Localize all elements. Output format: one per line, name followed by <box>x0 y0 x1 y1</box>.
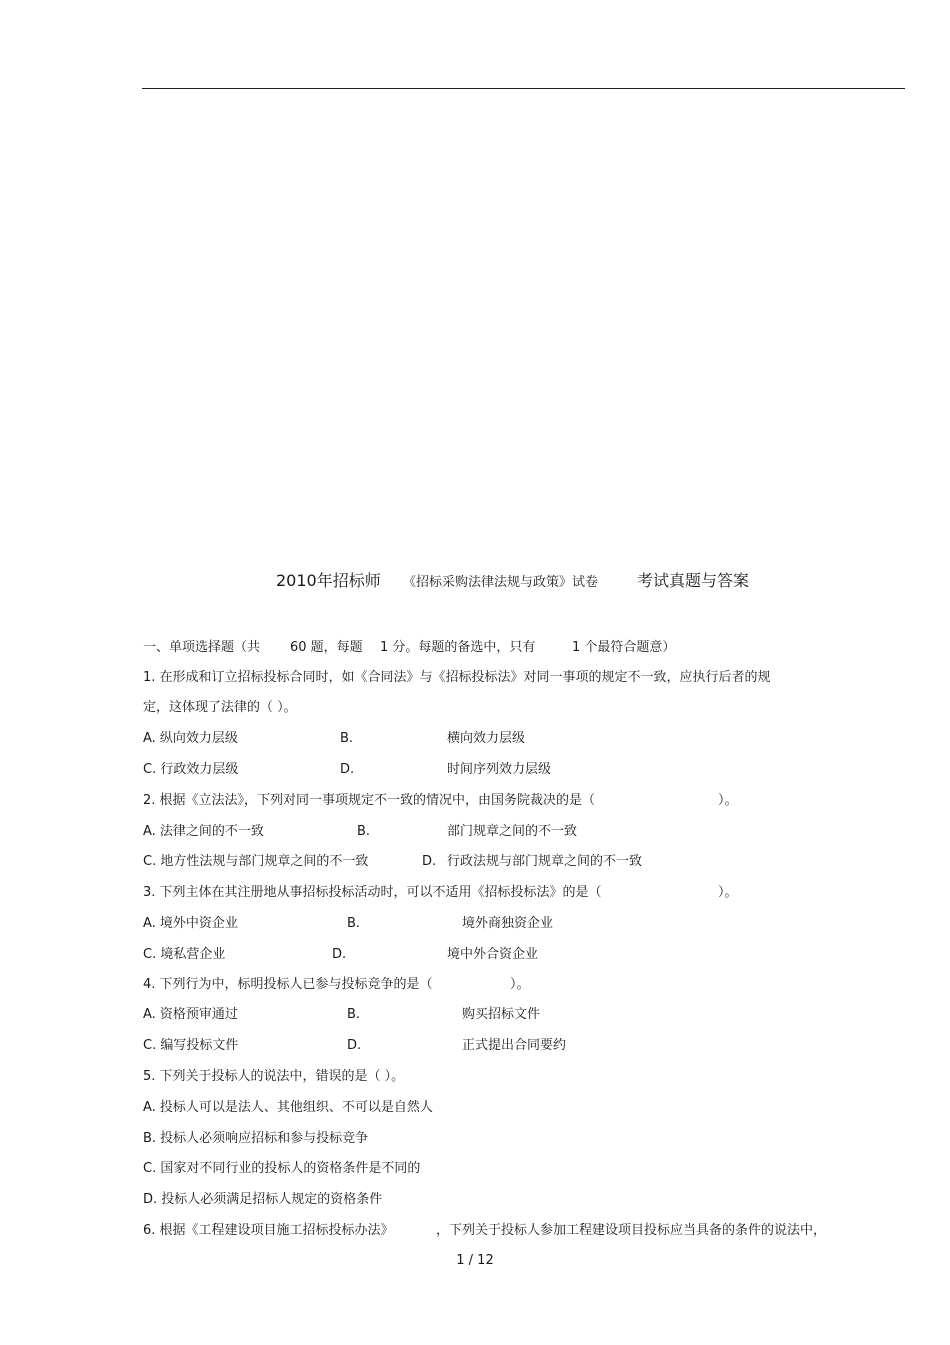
question-5-option-c: C. 国家对不同行业的投标人的资格条件是不同的 <box>143 1161 421 1176</box>
option-b-label: B. <box>347 916 361 931</box>
question-4-options-ab <box>0 1007 950 1023</box>
question-1-stem-cont: 定，这体现了法律的（ ）。 <box>143 700 297 715</box>
option-b: 部门规章之间的不一致 <box>447 824 578 839</box>
option-d: 行政法规与部门规章之间的不一致 <box>447 854 643 869</box>
option-b: 横向效力层级 <box>447 731 526 746</box>
question-4-stem-text: 4. 下列行为中，标明投标人已参与投标竞争的是（ <box>143 977 433 992</box>
option-d-label: D. <box>340 762 355 777</box>
option-c: C. 行政效力层级 <box>143 762 239 777</box>
title-year: 2010年招标师 <box>276 571 381 590</box>
question-4-stem <box>0 977 950 993</box>
option-a: A. 境外中资企业 <box>143 916 238 931</box>
option-b: 购买招标文件 <box>462 1007 541 1022</box>
question-6-stem <box>0 1223 950 1239</box>
question-3-stem-end: ）。 <box>718 885 738 900</box>
question-5-stem: 5. 下列关于投标人的说法中，错误的是（ ）。 <box>143 1069 405 1084</box>
section-heading-part: 1 个最符合题意） <box>572 640 676 655</box>
question-1-stem: 1. 在形成和订立招标投标合同时，如《合同法》与《招标投标法》对同一事项的规定不一致，应执行后者的规 <box>143 670 771 685</box>
question-2-options-cd <box>0 854 950 870</box>
question-3-stem-text: 3. 下列主体在其注册地从事招标投标活动时，可以不适用《招标投标法》的是（ <box>143 885 602 900</box>
question-5-option-b: B. 投标人必须响应招标和参与投标竞争 <box>143 1131 369 1146</box>
question-4-options-cd <box>0 1038 950 1054</box>
section-heading-part: 1 分。每题的备选中，只有 <box>380 640 536 655</box>
option-b-label: B. <box>340 731 354 746</box>
title-book: 《招标采购法律法规与政策》试卷 <box>403 575 599 590</box>
question-5-option-a: A. 投标人可以是法人、其他组织、不可以是自然人 <box>143 1100 433 1115</box>
option-a: A. 法律之间的不一致 <box>143 824 264 839</box>
option-d-label: D. <box>422 854 437 869</box>
page-number: 1 / 12 <box>456 1253 494 1268</box>
section-heading-part: 60 题，每题 <box>290 640 363 655</box>
question-2-stem-end: ）。 <box>718 793 738 808</box>
option-b-label: B. <box>347 1007 361 1022</box>
section-heading-part: 一、单项选择题（共 <box>143 640 261 655</box>
title-tail: 考试真题与答案 <box>637 571 750 590</box>
option-d: 时间序列效力层级 <box>447 762 552 777</box>
option-c: C. 地方性法规与部门规章之间的不一致 <box>143 854 369 869</box>
question-2-stem-text: 2. 根据《立法法》，下列对同一事项规定不一致的情况中，由国务院裁决的是（ <box>143 793 596 808</box>
option-d: 境中外合资企业 <box>447 947 539 962</box>
option-a: A. 纵向效力层级 <box>143 731 238 746</box>
question-1-options-cd <box>0 762 950 778</box>
option-d-label: D. <box>332 947 347 962</box>
option-b: 境外商独资企业 <box>462 916 554 931</box>
question-2-stem <box>0 793 950 809</box>
question-2-options-ab <box>0 824 950 840</box>
option-a: A. 资格预审通过 <box>143 1007 238 1022</box>
question-3-stem <box>0 885 950 901</box>
option-c: C. 编写投标文件 <box>143 1038 239 1053</box>
question-3-options-cd <box>0 947 950 963</box>
option-b-label: B. <box>357 824 371 839</box>
question-6-stem-a: 6. 根据《工程建设项目施工招标投标办法》 <box>143 1223 394 1238</box>
header-rule <box>142 88 905 89</box>
option-d: 正式提出合同要约 <box>462 1038 567 1053</box>
option-c: C. 境私营企业 <box>143 947 226 962</box>
question-1-options-ab <box>0 731 950 747</box>
option-d-label: D. <box>347 1038 362 1053</box>
question-5-option-d: D. 投标人必须满足招标人规定的资格条件 <box>143 1192 383 1207</box>
question-4-stem-end: ）。 <box>510 977 530 992</box>
question-3-options-ab <box>0 916 950 932</box>
question-6-stem-b: ，下列关于投标人参加工程建设项目投标应当具备的条件的说法中， <box>436 1223 827 1238</box>
